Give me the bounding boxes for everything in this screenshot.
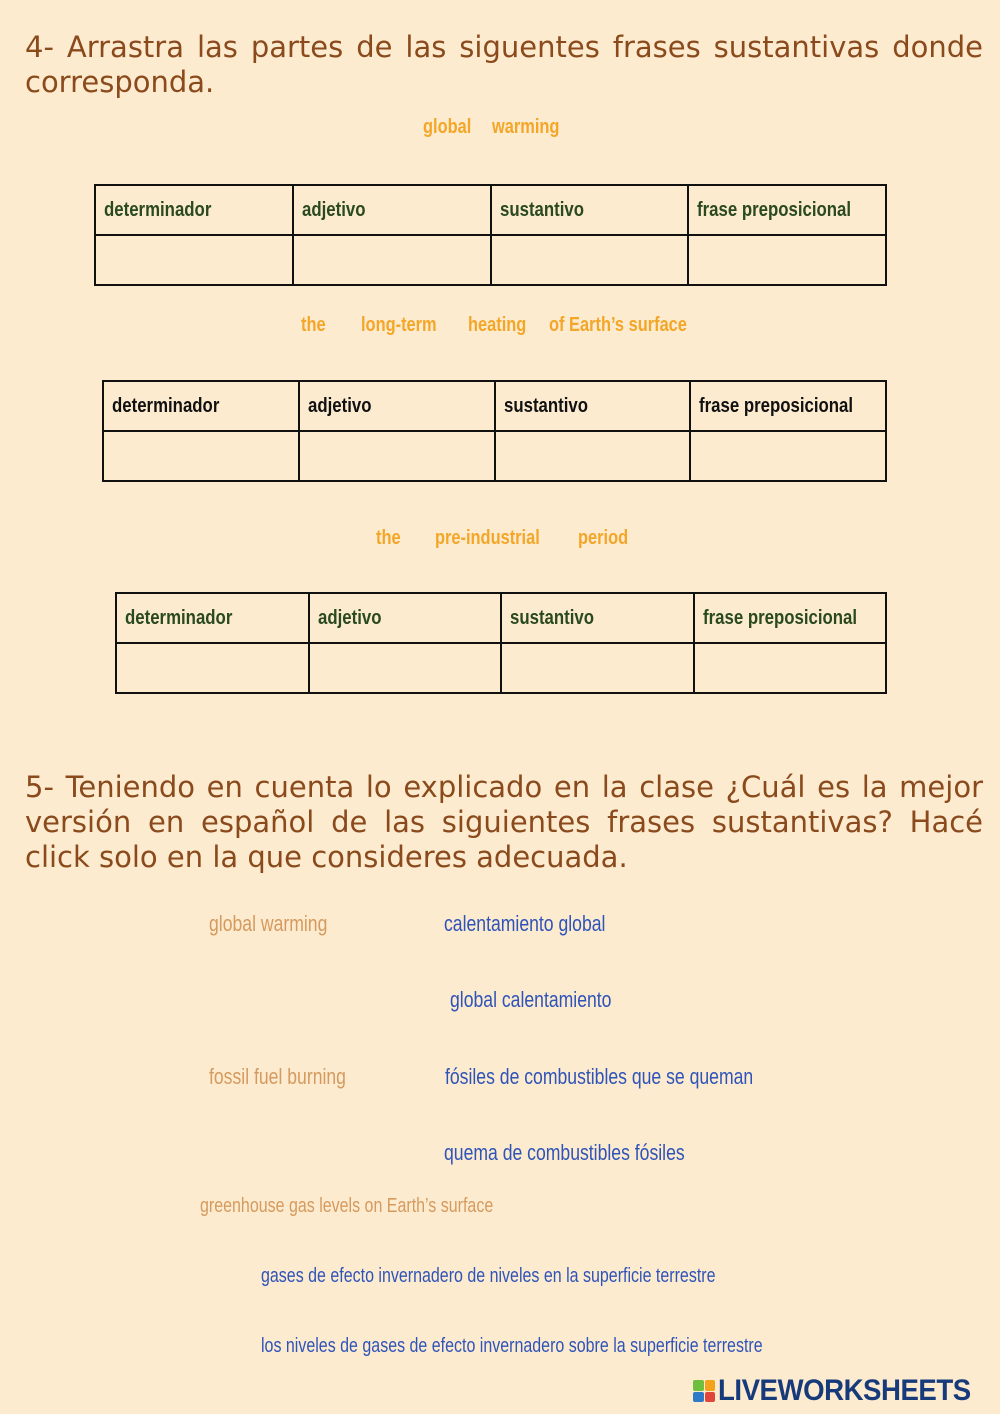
header-adjetivo: adjetivo <box>293 185 491 235</box>
source-phrase-global-warming: global warming <box>209 911 328 936</box>
drag-chip-the[interactable]: the <box>301 314 326 336</box>
source-phrase-fossil-fuel-burning: fossil fuel burning <box>209 1064 346 1089</box>
drop-zone-sustantivo[interactable] <box>501 643 694 693</box>
answer-option[interactable]: calentamiento global <box>444 911 606 936</box>
header-sustantivo: sustantivo <box>501 593 694 643</box>
answer-option[interactable]: los niveles de gases de efecto invernadero sobre la superficie terrestre <box>261 1335 763 1357</box>
logo-square <box>693 1392 704 1403</box>
classification-table-2 <box>102 380 887 482</box>
header-determinador: determinador <box>95 185 293 235</box>
drop-zone-determinador[interactable] <box>116 643 309 693</box>
answer-option[interactable]: quema de combustibles fósiles <box>444 1140 685 1165</box>
classification-table-1 <box>94 184 887 286</box>
drop-zone-determinador[interactable] <box>103 431 299 481</box>
header-determinador: determinador <box>116 593 309 643</box>
liveworksheets-logo-icon <box>693 1380 715 1402</box>
drop-zone-frase-preposicional[interactable] <box>688 235 886 285</box>
drag-chip-period[interactable]: period <box>578 527 629 549</box>
header-sustantivo: sustantivo <box>491 185 689 235</box>
drag-chip-the[interactable]: the <box>376 527 401 549</box>
header-frase-preposicional: frase preposicional <box>690 381 886 431</box>
instruction-4: 4- Arrastra las partes de las siguentes frases sustantivas donde corresponda. <box>25 30 983 99</box>
header-adjetivo: adjetivo <box>299 381 495 431</box>
drop-zone-sustantivo[interactable] <box>495 431 691 481</box>
header-sustantivo: sustantivo <box>495 381 691 431</box>
header-determinador: determinador <box>103 381 299 431</box>
drag-chip-heating[interactable]: heating <box>468 314 527 336</box>
header-frase-preposicional: frase preposicional <box>688 185 886 235</box>
header-frase-preposicional: frase preposicional <box>694 593 887 643</box>
brand-name: LIVEWORKSHEETS <box>718 1374 971 1407</box>
drop-zone-adjetivo[interactable] <box>293 235 491 285</box>
drop-zone-adjetivo[interactable] <box>299 431 495 481</box>
answer-option[interactable]: global calentamiento <box>450 987 612 1012</box>
drag-chip-global[interactable]: global <box>423 116 472 138</box>
drop-zone-sustantivo[interactable] <box>491 235 689 285</box>
drag-chip-long-term[interactable]: long-term <box>361 314 437 336</box>
header-adjetivo: adjetivo <box>309 593 502 643</box>
drop-zone-adjetivo[interactable] <box>309 643 502 693</box>
answer-option[interactable]: fósiles de combustibles que se queman <box>445 1064 754 1089</box>
drag-chip-warming[interactable]: warming <box>492 116 560 138</box>
answer-option[interactable]: gases de efecto invernadero de niveles en la superficie terrestre <box>261 1265 716 1287</box>
drop-zone-frase-preposicional[interactable] <box>694 643 887 693</box>
liveworksheets-logo <box>693 1374 993 1408</box>
logo-square <box>705 1392 716 1403</box>
drop-zone-frase-preposicional[interactable] <box>690 431 886 481</box>
drag-chip-pre-industrial[interactable]: pre-industrial <box>435 527 540 549</box>
classification-table-3 <box>115 592 887 694</box>
drop-zone-determinador[interactable] <box>95 235 293 285</box>
instruction-5: 5- Teniendo en cuenta lo explicado en la clase ¿Cuál es la mejor versión en español de las siguientes frases sustantivas? Hacé click solo en la que consideres adecuada. <box>25 770 983 874</box>
source-phrase-greenhouse-gas-levels: greenhouse gas levels on Earth’s surface <box>200 1195 494 1217</box>
drag-chip-of-earths-surface[interactable]: of Earth’s surface <box>549 314 687 336</box>
logo-square <box>693 1380 704 1391</box>
logo-square <box>705 1380 716 1391</box>
